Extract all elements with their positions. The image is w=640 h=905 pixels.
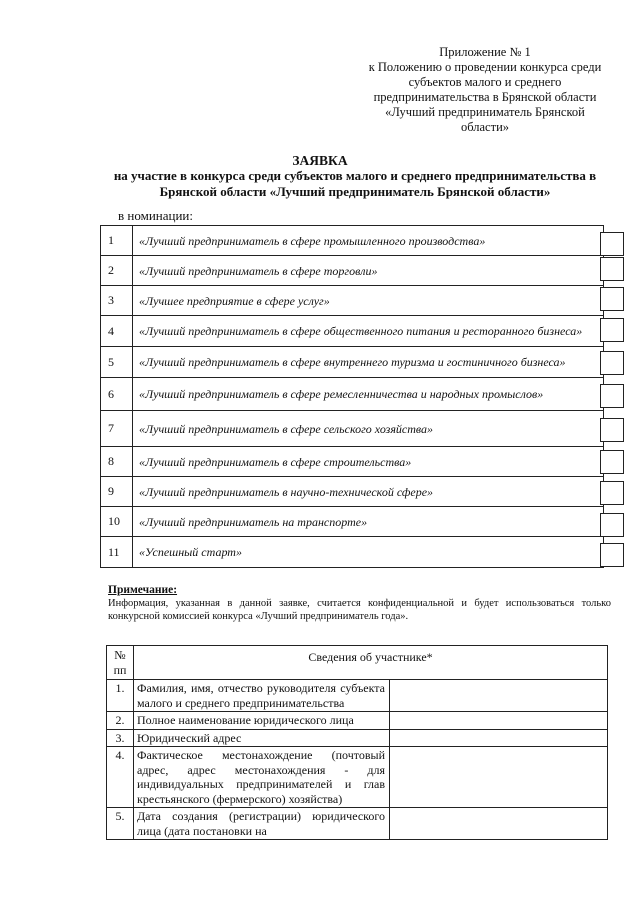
participant-table-header — [107, 646, 608, 680]
row-number: 1. — [107, 680, 134, 712]
document-subtitle: на участие в конкурса среди субъектов малого и среднего предпринимательства в Брянской области «Лучший предприниматель Брянской области» — [113, 168, 597, 199]
row-label: Юридический адрес — [134, 729, 390, 747]
nomination-text: «Лучший предприниматель в сфере сельского хозяйства» — [133, 411, 604, 447]
nomination-text: «Лучший предприниматель в сфере промышленного производства» — [133, 226, 604, 256]
nomination-checkbox[interactable] — [600, 257, 624, 281]
nomination-number: 9 — [101, 477, 133, 507]
nomination-number: 1 — [101, 226, 133, 256]
row-value-field[interactable] — [390, 712, 608, 730]
document-title: ЗАЯВКА — [292, 153, 348, 168]
nomination-number: 5 — [101, 347, 133, 378]
nomination-row — [101, 507, 604, 537]
nomination-text: «Успешный старт» — [133, 537, 604, 568]
row-value-field[interactable] — [390, 747, 608, 808]
nomination-checkbox[interactable] — [600, 418, 624, 442]
nomination-checkbox[interactable] — [600, 513, 624, 537]
nomination-row — [101, 226, 604, 256]
nomination-text: «Лучшее предприятие в сфере услуг» — [133, 286, 604, 316]
nomination-text: «Лучший предприниматель в научно-технической сфере» — [133, 477, 604, 507]
nomination-text: «Лучший предприниматель в сфере общественного питания и ресторанного бизнеса» — [133, 316, 604, 347]
appendix-line: «Лучший предприниматель Брянской — [385, 105, 585, 119]
note-heading: Примечание: — [108, 584, 178, 596]
nomination-checkbox[interactable] — [600, 232, 624, 256]
row-number: 2. — [107, 712, 134, 730]
nomination-checkbox[interactable] — [600, 481, 624, 505]
row-label: Полное наименование юридического лица — [134, 712, 390, 730]
participant-row — [107, 680, 608, 712]
nomination-number: 10 — [101, 507, 133, 537]
nomination-number: 6 — [101, 378, 133, 411]
nomination-row — [101, 316, 604, 347]
nomination-row — [101, 347, 604, 378]
row-number: 5. — [107, 808, 134, 840]
nomination-number: 3 — [101, 286, 133, 316]
nomination-text: «Лучший предприниматель в сфере торговли» — [133, 256, 604, 286]
row-value-field[interactable] — [390, 808, 608, 840]
participant-table — [106, 645, 608, 840]
nomination-checkbox[interactable] — [600, 287, 624, 311]
nomination-row — [101, 477, 604, 507]
participant-row — [107, 747, 608, 808]
row-number: 4. — [107, 747, 134, 808]
appendix-line: предпринимательства в Брянской области — [373, 90, 597, 104]
nomination-checkbox[interactable] — [600, 318, 624, 342]
nomination-row — [101, 378, 604, 411]
nomination-row — [101, 256, 604, 286]
row-label: Фактическое местонахождение (почтовый адрес, адрес местонахождения - для индивидуальных предпринимателей и глав крестьянского (фермерского) хозяйства) — [134, 747, 390, 808]
nomination-number: 11 — [101, 537, 133, 568]
appendix-line: субъектов малого и среднего — [408, 75, 562, 89]
participant-row — [107, 712, 608, 730]
nomination-row — [101, 537, 604, 568]
nomination-text: «Лучший предприниматель в сфере внутреннего туризма и гостиничного бизнеса» — [133, 347, 604, 378]
row-label: Дата создания (регистрации) юридического лица (дата постановки на — [134, 808, 390, 840]
note-text: Информация, указанная в данной заявке, считается конфиденциальной и будет использоваться только конкурсной комиссией конкурса «Лучший предприниматель года». — [108, 598, 611, 622]
nomination-text: «Лучший предприниматель в сфере строительства» — [133, 447, 604, 477]
participant-row — [107, 808, 608, 840]
row-label: Фамилия, имя, отчество руководителя субъекта малого и среднего предпринимательства — [134, 680, 390, 712]
appendix-line: Приложение № 1 — [439, 45, 531, 59]
nomination-number: 2 — [101, 256, 133, 286]
nomination-row — [101, 447, 604, 477]
header-info: Сведения об участнике* — [134, 646, 608, 680]
nomination-checkbox[interactable] — [600, 384, 624, 408]
header-number: № пп — [107, 646, 134, 680]
nominations-table — [100, 225, 604, 568]
nomination-checkbox[interactable] — [600, 450, 624, 474]
nomination-label: в номинации: — [118, 208, 193, 223]
nomination-number: 8 — [101, 447, 133, 477]
nomination-number: 4 — [101, 316, 133, 347]
nomination-row — [101, 411, 604, 447]
appendix-header — [360, 45, 610, 135]
row-value-field[interactable] — [390, 729, 608, 747]
nomination-checkbox[interactable] — [600, 543, 624, 567]
appendix-line: к Положению о проведении конкурса среди — [368, 60, 602, 74]
participant-row — [107, 729, 608, 747]
row-number: 3. — [107, 729, 134, 747]
nomination-checkbox[interactable] — [600, 351, 624, 375]
nomination-text: «Лучший предприниматель на транспорте» — [133, 507, 604, 537]
appendix-line: области» — [460, 120, 510, 134]
nomination-number: 7 — [101, 411, 133, 447]
row-value-field[interactable] — [390, 680, 608, 712]
nomination-row — [101, 286, 604, 316]
nomination-text: «Лучший предприниматель в сфере ремесленничества и народных промыслов» — [133, 378, 604, 411]
